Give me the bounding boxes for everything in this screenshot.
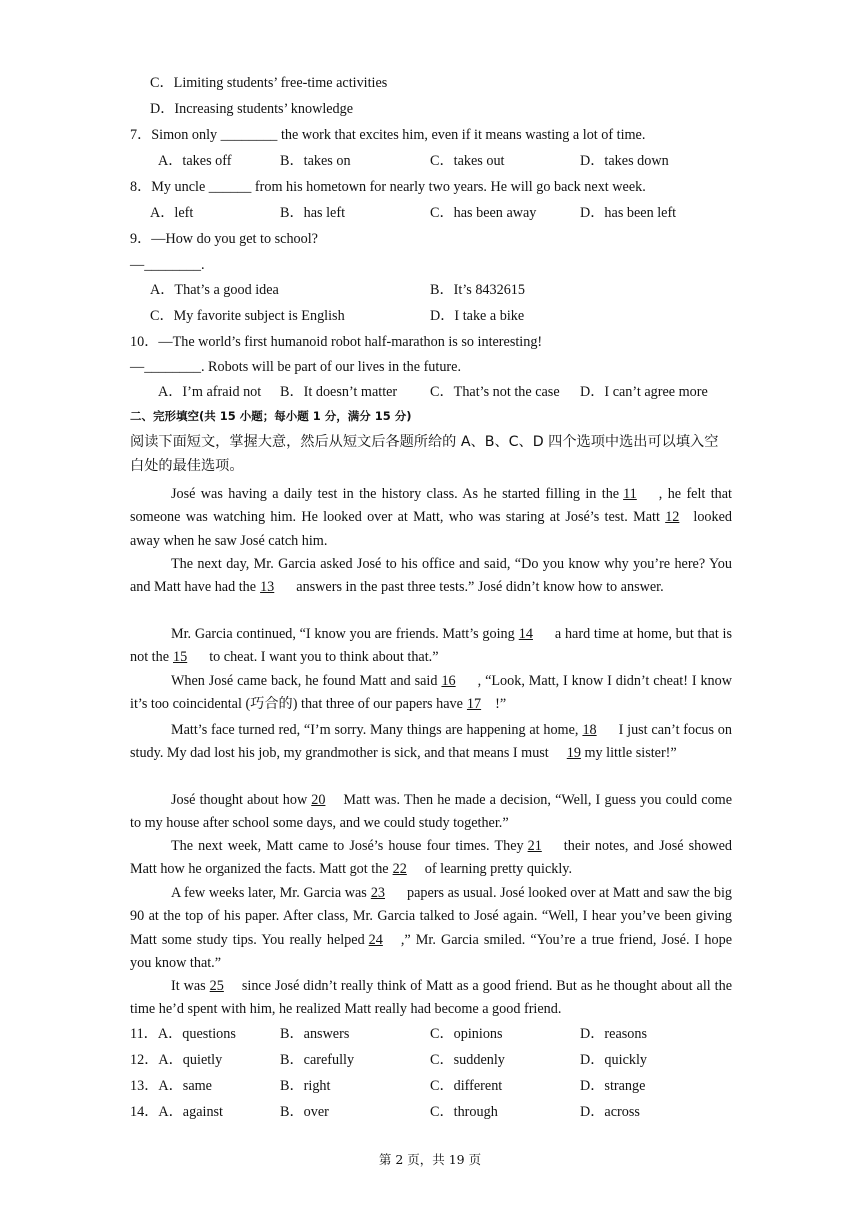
- choice-12-a: 12．A．quietly: [130, 1052, 223, 1068]
- passage-paragraph-5: [130, 719, 732, 766]
- passage-text: of learning pretty quickly.: [424, 861, 572, 878]
- q9-option-b: B．It’s 8432615: [430, 282, 525, 298]
- passage-text: to cheat. I want you to think about that.”: [209, 649, 439, 666]
- q9-option-d: D．I take a bike: [430, 308, 525, 324]
- passage-text: When José came back, he found Matt and said: [171, 673, 438, 689]
- blank-25: 25: [209, 978, 224, 994]
- q7-option-b: B．takes on: [280, 153, 351, 169]
- passage-text: a hard time at home, but that is not the: [130, 626, 732, 666]
- passage-text: It was: [171, 978, 206, 994]
- blank-23: 23: [370, 885, 385, 901]
- choice-11-a: 11．A．questions: [130, 1026, 236, 1042]
- passage-paragraph-9: [130, 975, 732, 1022]
- passage-text: , he felt that someone was watching him. He looked over at Matt, who was staring at José’s test. Matt: [130, 486, 732, 526]
- q10-stem: 10．—The world’s first humanoid robot half-marathon is so interesting!: [130, 334, 543, 350]
- choice-14-a: 14．A．against: [130, 1104, 223, 1120]
- passage-text: !”: [495, 696, 507, 713]
- q9-option-a: A．That’s a good idea: [150, 282, 279, 298]
- passage-text: looked away when he saw José catch him.: [130, 509, 732, 549]
- q10-option-b: B．It doesn’t matter: [280, 384, 398, 400]
- blank-15: 15: [173, 649, 188, 666]
- section-heading: 二、完形填空(共 15 小题；每小题 1 分，满分 15 分): [130, 409, 412, 423]
- passage-text: José thought about how: [171, 792, 308, 808]
- passage-text: The next week, Matt came to José’s house four times. They: [171, 838, 524, 854]
- choice-13-b: B．right: [280, 1078, 331, 1094]
- choice-12-d: D．quickly: [580, 1052, 647, 1068]
- q9-option-c: C．My favorite subject is English: [150, 308, 345, 324]
- q9-reply: —________.: [130, 257, 205, 273]
- choice-11-c: C．opinions: [430, 1026, 503, 1042]
- passage-text: A few weeks later, Mr. Garcia was: [171, 885, 367, 901]
- passage-text: Matt’s face turned red, “I’m sorry. Many things are happening at home,: [171, 722, 579, 738]
- passage-paragraph-3: [130, 623, 732, 670]
- q8-stem: 8．My uncle ______ from his hometown for nearly two years. He will go back next week.: [130, 179, 646, 195]
- q10-reply: —________. Robots will be part of our lives in the future.: [130, 359, 461, 375]
- passage-text: papers as usual. José looked over at Matt and saw the big 90 at the top of his paper. After class, Mr. Garcia talked to José again. “Well, I hear you’ve been giving Matt some study tips. You really helped: [130, 885, 732, 948]
- passage-paragraph-7: [130, 835, 732, 882]
- q9-stem: 9．—How do you get to school?: [130, 231, 318, 247]
- passage-paragraph-6: [130, 789, 732, 836]
- passage-text: Mr. Garcia continued, “I know you are friends. Matt’s going: [171, 626, 515, 642]
- blank-14: 14: [518, 626, 533, 642]
- choice-14-d: D．across: [580, 1104, 640, 1120]
- blank-17: 17: [466, 696, 482, 713]
- passage-text: I just can’t focus on study. My dad lost his job, my grandmother is sick, and that means I must: [130, 722, 732, 762]
- passage-text: , “Look, Matt, I know I didn’t cheat! I know it’s too coincidental (巧合的) that three of our papers have: [130, 673, 732, 713]
- passage-text: ,” Mr. Garcia smiled. “You’re a true friend, José. I hope you know that.”: [130, 931, 732, 971]
- q7-option-a: A．takes off: [158, 153, 232, 169]
- passage-paragraph-4: [130, 670, 732, 717]
- blank-18: 18: [582, 722, 597, 738]
- q6-option-c: C．Limiting students’ free-time activities: [150, 75, 388, 91]
- passage-paragraph-1: [130, 483, 732, 553]
- q7-stem: 7．Simon only ________ the work that excites him, even if it means wasting a lot of time.: [130, 127, 646, 143]
- q8-option-a: A．left: [150, 205, 194, 221]
- passage-text: José was having a daily test in the history class. As he started filling in the: [171, 486, 620, 502]
- blank-20: 20: [311, 792, 326, 808]
- passage-text: my little sister!”: [580, 745, 677, 762]
- q10-option-d: D．I can’t agree more: [580, 384, 708, 400]
- choice-14-b: B．over: [280, 1104, 329, 1120]
- choice-12-b: B．carefully: [280, 1052, 355, 1068]
- choice-11-d: D．reasons: [580, 1026, 647, 1042]
- blank-24: 24: [368, 931, 383, 948]
- choice-14-c: C．through: [430, 1104, 498, 1120]
- choice-12-c: C．suddenly: [430, 1052, 505, 1068]
- blank-21: 21: [527, 838, 542, 854]
- passage-paragraph-8: [130, 882, 732, 975]
- blank-22: 22: [392, 861, 407, 878]
- q7-option-d: D．takes down: [580, 153, 669, 169]
- blank-13: 13: [260, 579, 275, 596]
- passage-text: answers in the past three tests.” José didn’t know how to answer.: [296, 579, 664, 596]
- passage-text: since José didn’t really think of Matt as a good friend. But as he thought about all the time he’d spent with him, he realized Matt really had become a good friend.: [130, 978, 732, 1018]
- q10-option-c: C．That’s not the case: [430, 384, 560, 400]
- choice-13-d: D．strange: [580, 1078, 646, 1094]
- q7-option-c: C．takes out: [430, 153, 505, 169]
- q8-option-d: D．has been left: [580, 205, 677, 221]
- page-footer: 第 2 页，共 19 页: [378, 1152, 482, 1167]
- choice-13-a: 13．A．same: [130, 1078, 212, 1094]
- passage-paragraph-2: [130, 553, 732, 600]
- blank-19: 19: [566, 745, 581, 762]
- choice-11-b: B．answers: [280, 1026, 350, 1042]
- q10-option-a: A．I’m afraid not: [158, 384, 262, 400]
- choice-13-c: C．different: [430, 1078, 503, 1094]
- section-instruction: 阅读下面短文，掌握大意，然后从短文后各题所给的 A、B、C、D 四个选项中选出可以填入空白处的最佳选项。: [130, 434, 719, 474]
- q8-option-c: C．has been away: [430, 205, 537, 221]
- blank-11: 11: [623, 486, 637, 502]
- q8-option-b: B．has left: [280, 205, 346, 221]
- passage-text: their notes, and José showed Matt how he organized the facts. Matt got the: [130, 838, 732, 878]
- passage-text: The next day, Mr. Garcia asked José to his office and said, “Do you know why you’re here? You and Matt have had the: [130, 556, 732, 596]
- q6-option-d: D．Increasing students’ knowledge: [150, 101, 354, 117]
- passage-text: Matt was. Then he made a decision, “Well, I guess you could come to my house after school some days, and we could study together.”: [130, 792, 732, 832]
- blank-12: 12: [665, 509, 680, 526]
- blank-16: 16: [441, 673, 456, 689]
